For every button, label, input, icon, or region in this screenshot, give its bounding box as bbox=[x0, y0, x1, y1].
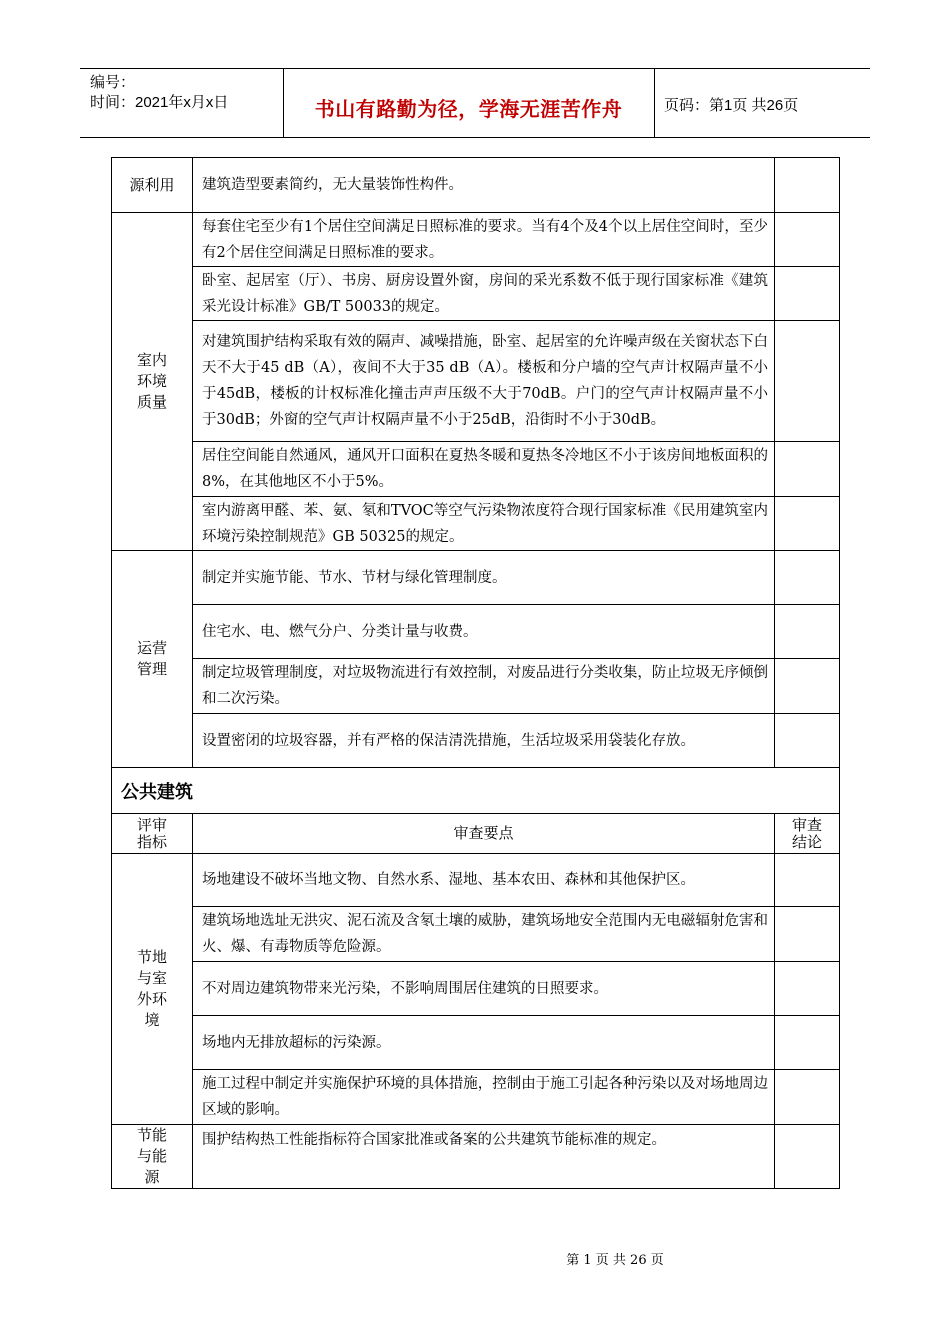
review-point: 建筑场地选址无洪灾、泥石流及含氡土壤的威胁，建筑场地安全范围内无电磁辐射危害和火、爆、有毒物质等危险源。 bbox=[193, 907, 775, 962]
header-page-cell bbox=[654, 69, 870, 137]
table-row bbox=[112, 442, 840, 497]
category-cell bbox=[112, 213, 193, 551]
table-row bbox=[112, 854, 840, 907]
table-row bbox=[112, 267, 840, 321]
category-cell bbox=[112, 551, 193, 768]
table-row bbox=[112, 907, 840, 962]
result-cell[interactable] bbox=[775, 1070, 840, 1125]
header-meta-cell bbox=[80, 69, 284, 137]
result-cell[interactable] bbox=[775, 1016, 840, 1070]
table-row bbox=[112, 1070, 840, 1125]
result-cell[interactable] bbox=[775, 497, 840, 551]
motto: 书山有路勤为径，学海无涯苦作舟 bbox=[314, 97, 623, 121]
category-cell bbox=[112, 854, 193, 1125]
result-cell[interactable] bbox=[775, 854, 840, 907]
result-cell[interactable] bbox=[775, 442, 840, 497]
category-cell: 源利用 bbox=[112, 158, 193, 213]
review-point: 卧室、起居室（厅）、书房、厨房设置外窗，房间的采光系数不低于现行国家标准《建筑采光设计标准》GB/T 50033的规定。 bbox=[193, 267, 775, 321]
result-cell[interactable] bbox=[775, 551, 840, 605]
review-point: 制定并实施节能、节水、节材与绿化管理制度。 bbox=[193, 551, 775, 605]
result-cell[interactable] bbox=[775, 213, 840, 267]
table-row bbox=[112, 321, 840, 442]
number-label: 编号： bbox=[90, 74, 136, 91]
date-label: 时间：2021年x月x日 bbox=[90, 94, 229, 111]
review-point: 制定垃圾管理制度，对垃圾物流进行有效控制，对废品进行分类收集，防止垃圾无序倾倒和二次污染。 bbox=[193, 659, 775, 714]
table-row bbox=[112, 659, 840, 714]
review-point: 住宅水、电、燃气分户、分类计量与收费。 bbox=[193, 605, 775, 659]
result-cell[interactable] bbox=[775, 267, 840, 321]
review-point: 每套住宅至少有1个居住空间满足日照标准的要求。当有4个及4个以上居住空间时，至少有2个居住空间满足日照标准的要求。 bbox=[193, 213, 775, 267]
review-point: 场地内无排放超标的污染源。 bbox=[193, 1016, 775, 1070]
table-row bbox=[112, 551, 840, 605]
table-row bbox=[112, 714, 840, 768]
review-point: 室内游离甲醛、苯、氨、氡和TVOC等空气污染物浓度符合现行国家标准《民用建筑室内环境污染控制规范》GB 50325的规定。 bbox=[193, 497, 775, 551]
category-cell bbox=[112, 1125, 193, 1189]
section-row bbox=[112, 768, 840, 814]
table-row bbox=[112, 213, 840, 267]
result-cell[interactable] bbox=[775, 962, 840, 1016]
result-cell[interactable] bbox=[775, 321, 840, 442]
table-row bbox=[112, 158, 840, 213]
review-point: 不对周边建筑物带来光污染，不影响周围居住建筑的日照要求。 bbox=[193, 962, 775, 1016]
table-row bbox=[112, 1125, 840, 1189]
result-cell[interactable] bbox=[775, 659, 840, 714]
table-row bbox=[112, 1016, 840, 1070]
table-row bbox=[112, 962, 840, 1016]
col-header-result bbox=[775, 814, 840, 854]
category-label: 室内环境质量 bbox=[136, 351, 167, 411]
header-motto-cell bbox=[283, 69, 655, 137]
category-label: 节地与室外环境 bbox=[136, 948, 167, 1029]
review-table bbox=[111, 157, 840, 1189]
category-label: 运营管理 bbox=[136, 639, 167, 678]
result-cell[interactable] bbox=[775, 907, 840, 962]
col-header-result-label: 审查结论 bbox=[791, 815, 822, 851]
header-row bbox=[112, 814, 840, 854]
result-cell[interactable] bbox=[775, 605, 840, 659]
page-info: 页码：第1页 共26页 bbox=[664, 97, 799, 114]
review-point: 建筑造型要素简约，无大量装饰性构件。 bbox=[193, 158, 775, 213]
review-point: 设置密闭的垃圾容器，并有严格的保洁清洗措施，生活垃圾采用袋装化存放。 bbox=[193, 714, 775, 768]
review-point: 场地建设不破坏当地文物、自然水系、湿地、基本农田、森林和其他保护区。 bbox=[193, 854, 775, 907]
result-cell[interactable] bbox=[775, 714, 840, 768]
col-header-points: 审查要点 bbox=[193, 814, 775, 854]
review-point: 居住空间能自然通风，通风开口面积在夏热冬暖和夏热冬冷地区不小于该房间地板面积的8%，在其他地区不小于5%。 bbox=[193, 442, 775, 497]
review-point: 施工过程中制定并实施保护环境的具体措施，控制由于施工引起各种污染以及对场地周边区域的影响。 bbox=[193, 1070, 775, 1125]
col-header-index bbox=[112, 814, 193, 854]
page-footer bbox=[0, 1249, 950, 1268]
footer-page-number: 第 1 页 共 26 页 bbox=[566, 1253, 664, 1268]
result-cell[interactable] bbox=[775, 1125, 840, 1189]
table-row bbox=[112, 605, 840, 659]
category-label: 节能与能源 bbox=[136, 1126, 167, 1186]
section-title: 公共建筑 bbox=[112, 768, 840, 814]
review-point: 围护结构热工性能指标符合国家批准或备案的公共建筑节能标准的规定。 bbox=[193, 1125, 775, 1189]
col-header-index-label: 评审指标 bbox=[136, 815, 167, 851]
table-row bbox=[112, 497, 840, 551]
result-cell[interactable] bbox=[775, 158, 840, 213]
page-header bbox=[80, 68, 870, 138]
review-point: 对建筑围护结构采取有效的隔声、减噪措施，卧室、起居室的允许噪声级在关窗状态下白天不大于45 dB（A），夜间不大于35 dB（A）。楼板和分户墙的空气声计权隔声量不小于45dB，楼板的计权标准化撞击声声压级不大于70dB。户门的空气声计权隔声量不小于30dB；外窗的空气声计权隔声量不小于25dB，沿街时不小于30dB。 bbox=[193, 321, 775, 442]
